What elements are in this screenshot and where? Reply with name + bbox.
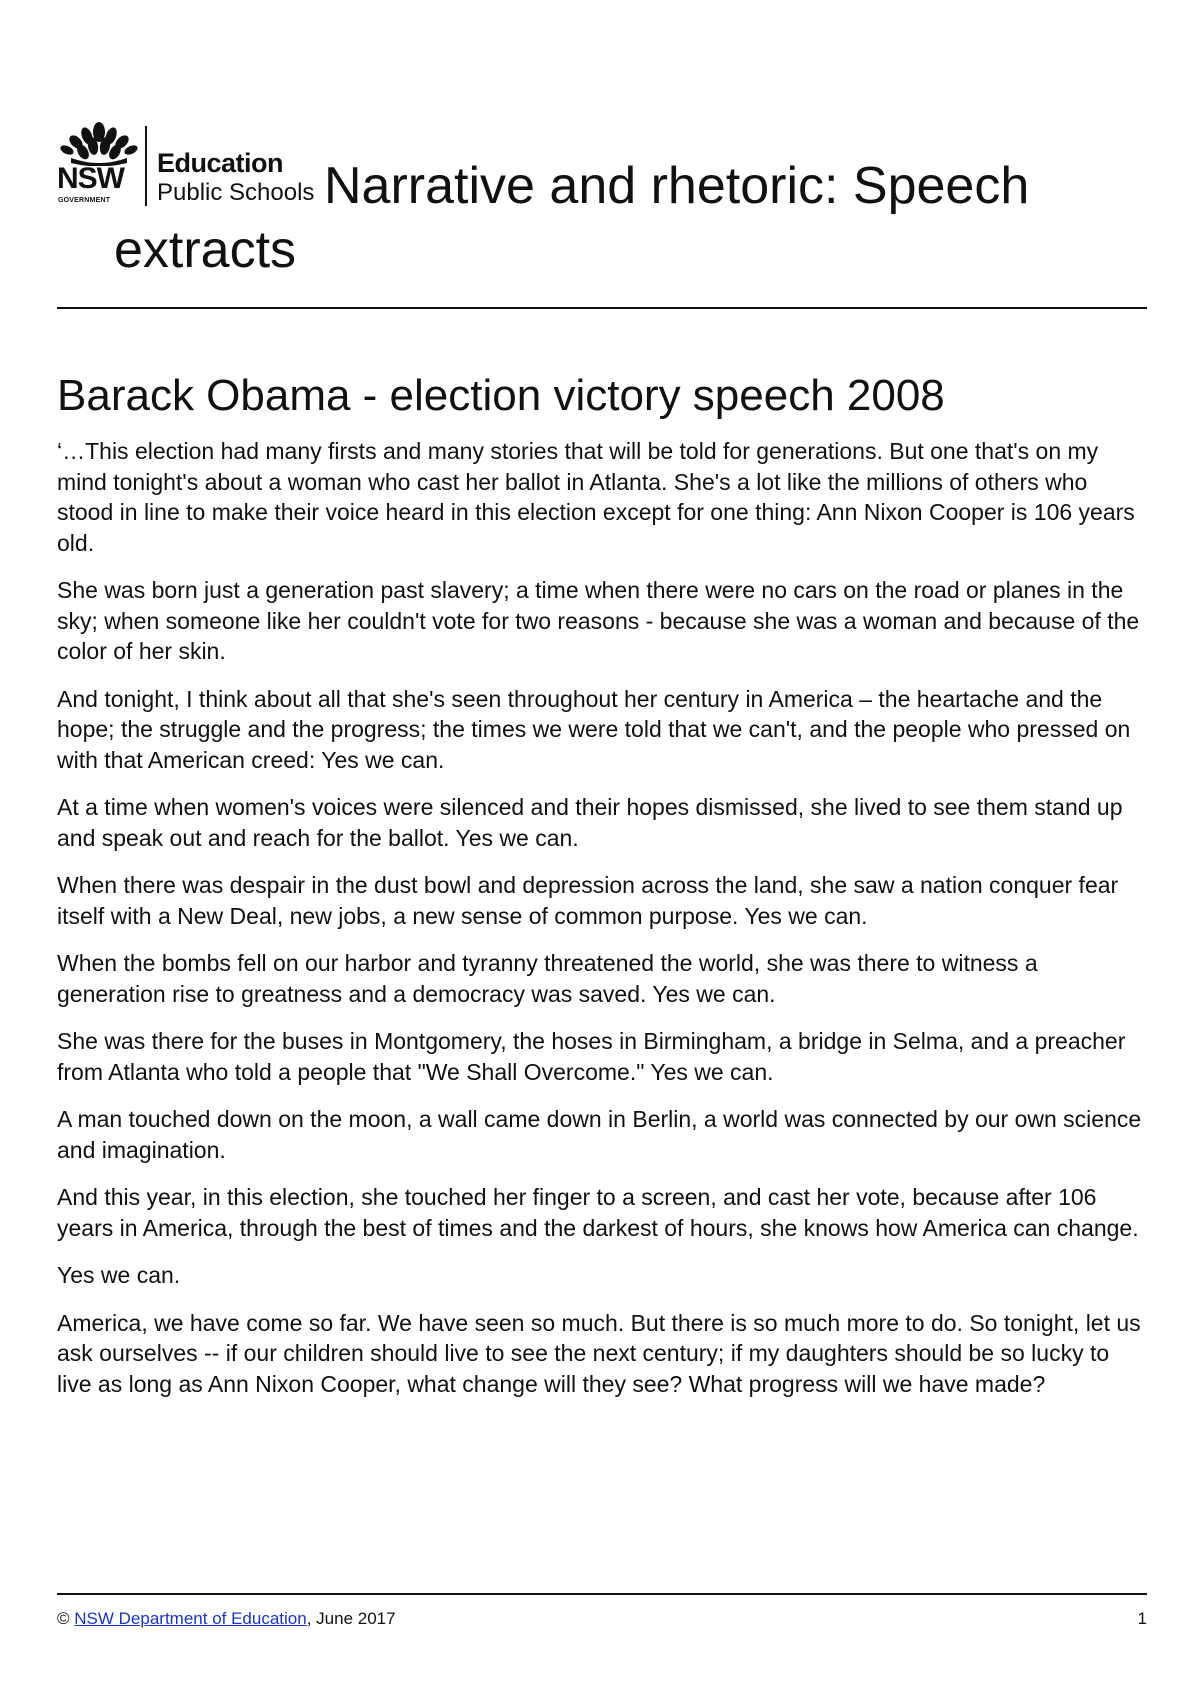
- paragraph: And this year, in this election, she touched her finger to a screen, and cast her vote, because after 106 years in America, through the best of times and the darkest of hours, she knows how America can change.: [57, 1184, 1139, 1241]
- department-link[interactable]: NSW Department of Education: [74, 1609, 307, 1628]
- header-divider: [57, 307, 1147, 309]
- paragraph: ‘…This election had many firsts and many stories that will be told for generations. But one that's on my mind tonight's about a woman who cast her ballot in Atlanta. She's a lot like the millions of others who stood in line to make their voice heard in this election except for one thing: Ann Nixon Cooper is 106 years old.: [57, 438, 1135, 556]
- page-footer: [57, 1608, 1147, 1638]
- footer-copyright: [57, 1608, 396, 1630]
- page-title: Narrative and rhetoric: Speech extracts: [114, 157, 1030, 279]
- paragraph: She was born just a generation past slavery; a time when there were no cars on the road or planes in the sky; when someone like her couldn't vote for two reasons - because she was a woman and because of the color of her skin.: [57, 577, 1140, 664]
- page-number: 1: [1137, 1609, 1147, 1628]
- paragraph: And tonight, I think about all that she's seen throughout her century in America – the heartache and the hope; the struggle and the progress; the times we were told that we can't, and the people who pressed on with that American creed: Yes we can.: [57, 685, 1131, 773]
- paragraph: A man touched down on the moon, a wall came down in Berlin, a world was connected by our own science and imagination.: [57, 1106, 1142, 1163]
- logo-public-schools-text: Public Schools: [157, 179, 315, 206]
- title-wrap: [0, 154, 1147, 282]
- paragraph: She was there for the buses in Montgomery, the hoses in Birmingham, a bridge in Selma, and a preacher from Atlanta who told a people that "We Shall Overcome." Yes we can.: [57, 1028, 1126, 1085]
- logo-nsw-text: NSW: [57, 162, 124, 195]
- paragraph: At a time when women's voices were silenced and their hopes dismissed, she lived to see them stand up and speak out and reach for the ballot. Yes we can.: [57, 794, 1123, 851]
- copyright-symbol: ©: [57, 1609, 70, 1628]
- paragraph: Yes we can.: [57, 1262, 181, 1288]
- section-heading: Barack Obama - election victory speech 2008: [57, 371, 945, 420]
- paragraph: When the bombs fell on our harbor and tyranny threatened the world, she was there to witness a generation rise to greatness and a democracy was saved. Yes we can.: [57, 950, 1038, 1007]
- paragraph: When there was despair in the dust bowl and depression across the land, she saw a nation conquer fear itself with a New Deal, new jobs, a new sense of common purpose. Yes we can.: [57, 872, 1119, 929]
- logo-education-text: Education: [157, 148, 284, 178]
- main-content: [57, 368, 1147, 1416]
- footer-date: , June 2017: [306, 1609, 396, 1628]
- paragraph: America, we have come so far. We have seen so much. But there is so much more to do. So tonight, let us ask ourselves -- if our children should live to see the next century; if my daughters should be so lucky to live as long as Ann Nixon Cooper, what change will they see? What progress will we have made?: [57, 1309, 1141, 1397]
- footer-divider: [57, 1593, 1147, 1595]
- logo-government-text: GOVERNMENT: [58, 197, 111, 204]
